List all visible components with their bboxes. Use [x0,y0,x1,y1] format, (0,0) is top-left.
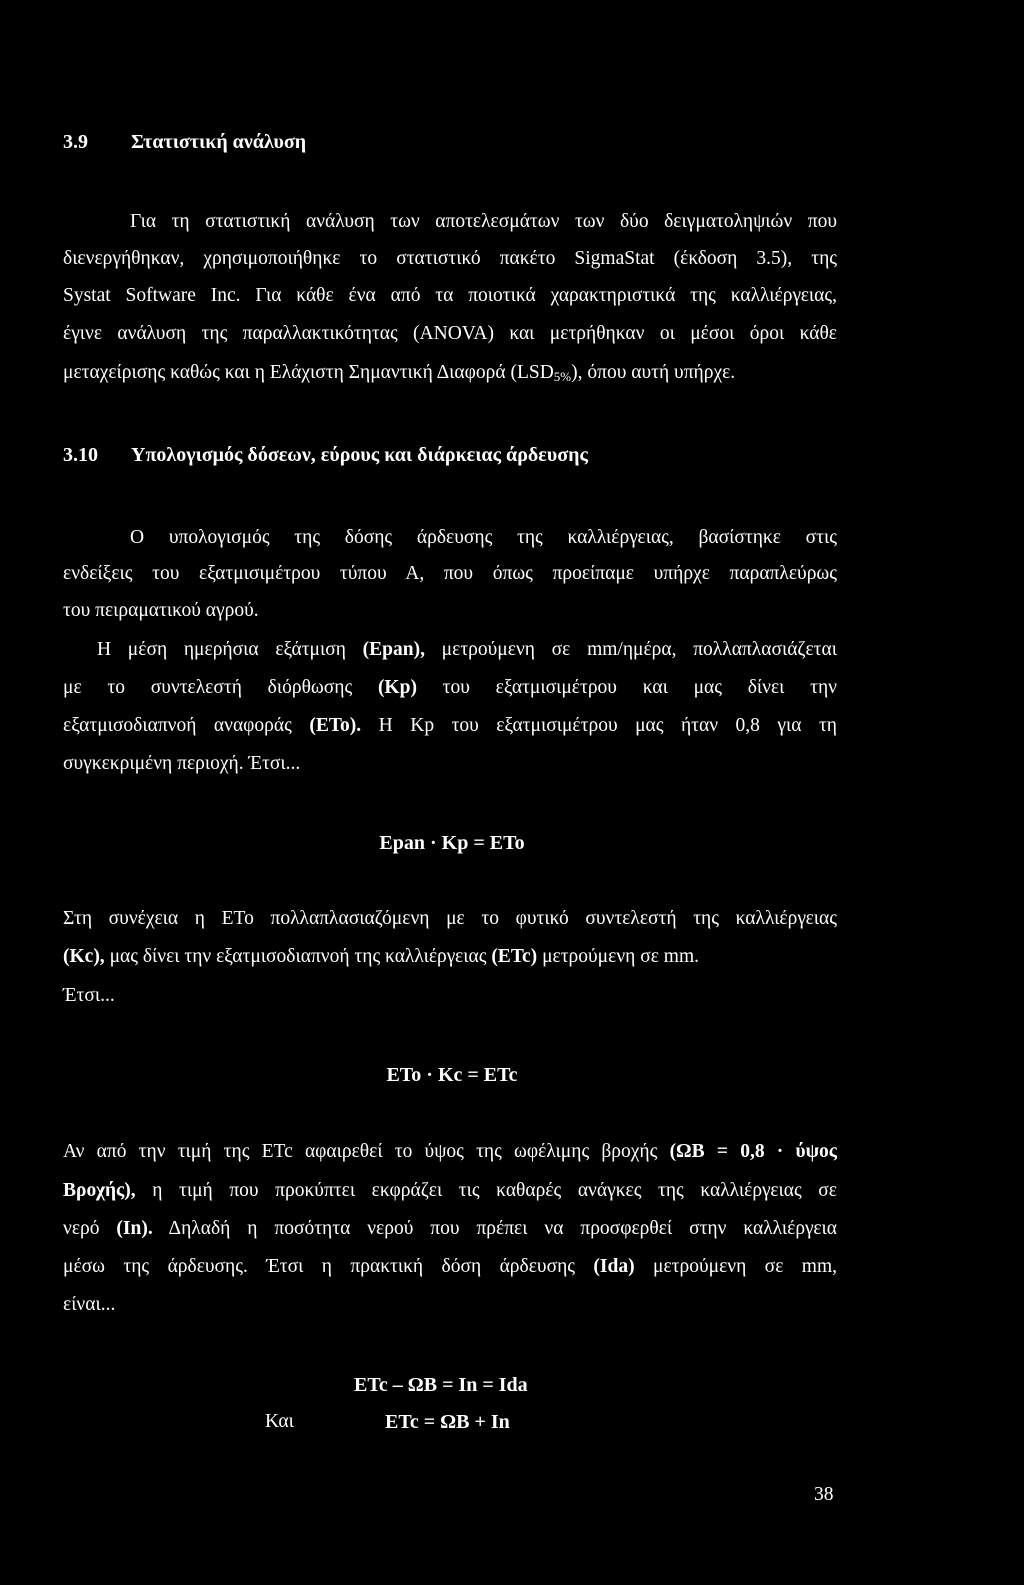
paragraph-line: Βροχής), η τιμή που προκύπτει εκφράζει τις καθαρές ανάγκες της καλλιέργειας σε [63,1180,837,1201]
paragraph-line: του πειραματικού αγρού. [63,600,259,621]
paragraph-line: νερό (In). Δηλαδή η ποσότητα νερού που πρέπει να προσφερθεί στην καλλιέργεια [63,1218,837,1239]
paragraph-line: Αν από την τιμή της ETc αφαιρεθεί το ύψος της ωφέλιμης βροχής (ΩΒ = 0,8 · ύψος [63,1141,837,1162]
paragraph-line: ενδείξεις του εξατμισιμέτρου τύπου Α, που όπως προείπαμε υπήρχε παραπλεύρως [63,563,837,584]
section-number: 3.9 [63,131,88,153]
section-title: Υπολογισμός δόσεων, εύρους και διάρκειας άρδευσης [131,444,588,466]
paragraph-line: Systat Software Inc. Για κάθε ένα από τα ποιοτικά χαρακτηριστικά της καλλιέργειας, [63,285,837,306]
paragraph-line: διενεργήθηκαν, χρησιμοποιήθηκε το στατιστικό πακέτο SigmaStat (έκδοση 3.5), της [63,248,837,269]
page-number: 38 [814,1484,834,1505]
paragraph-line: μεταχείρισης καθώς και η Ελάχιστη Σημαντική Διαφορά $(LSD_{5\%})$, όπου αυτή υπήρχε. [63,362,736,384]
section-title: Στατιστική ανάλυση [131,131,307,153]
paragraph-line: είναι... [63,1294,116,1315]
section-number: 3.10 [63,444,98,466]
paragraph-line: Ο υπολογισμός της δόσης άρδευσης της καλλιέργειας, βασίστηκε στις [130,527,837,548]
equation: Epan · Kp = ETo [379,832,525,854]
equation-prefix: Και [265,1411,294,1432]
paragraph-line: Έτσι... [63,985,115,1006]
paragraph-line: Στη συνέχεια η ETo πολλαπλασιαζόμενη με το φυτικό συντελεστή της καλλιέργειας [63,908,837,929]
paragraph-line: Για τη στατιστική ανάλυση των αποτελεσμάτων των δύο δειγματοληψιών που [130,211,837,232]
equation: ETc – ΩΒ = In = Ida [354,1374,528,1396]
paragraph-line: με το συντελεστή διόρθωσης (Kp) του εξατμισιμέτρου και μας δίνει την [63,677,837,698]
paragraph-line: Η μέση ημερήσια εξάτμιση (Epan), μετρούμενη σε mm/ημέρα, πολλαπλασιάζεται [97,639,837,660]
paragraph-line: (Kc), μας δίνει την εξατμισοδιαπνοή της καλλιέργειας (ETc) μετρούμενη σε mm. [63,946,699,967]
paragraph-line: μέσω της άρδευσης. Έτσι η πρακτική δόση άρδευσης (Ida) μετρούμενη σε mm, [63,1256,838,1277]
equation: ETc = ΩΒ + In [385,1411,510,1433]
equation: ETo · Kc = ETc [386,1064,518,1086]
paragraph-line: έγινε ανάλυση της παραλλακτικότητας (ANOVA) και μετρήθηκαν οι μέσοι όροι κάθε [63,323,837,344]
paragraph-line: συγκεκριμένη περιοχή. Έτσι... [63,753,301,774]
paragraph-line: εξατμισοδιαπνοή αναφοράς (ETo). Η Kp του εξατμισιμέτρου μας ήταν 0,8 για τη [63,715,837,736]
